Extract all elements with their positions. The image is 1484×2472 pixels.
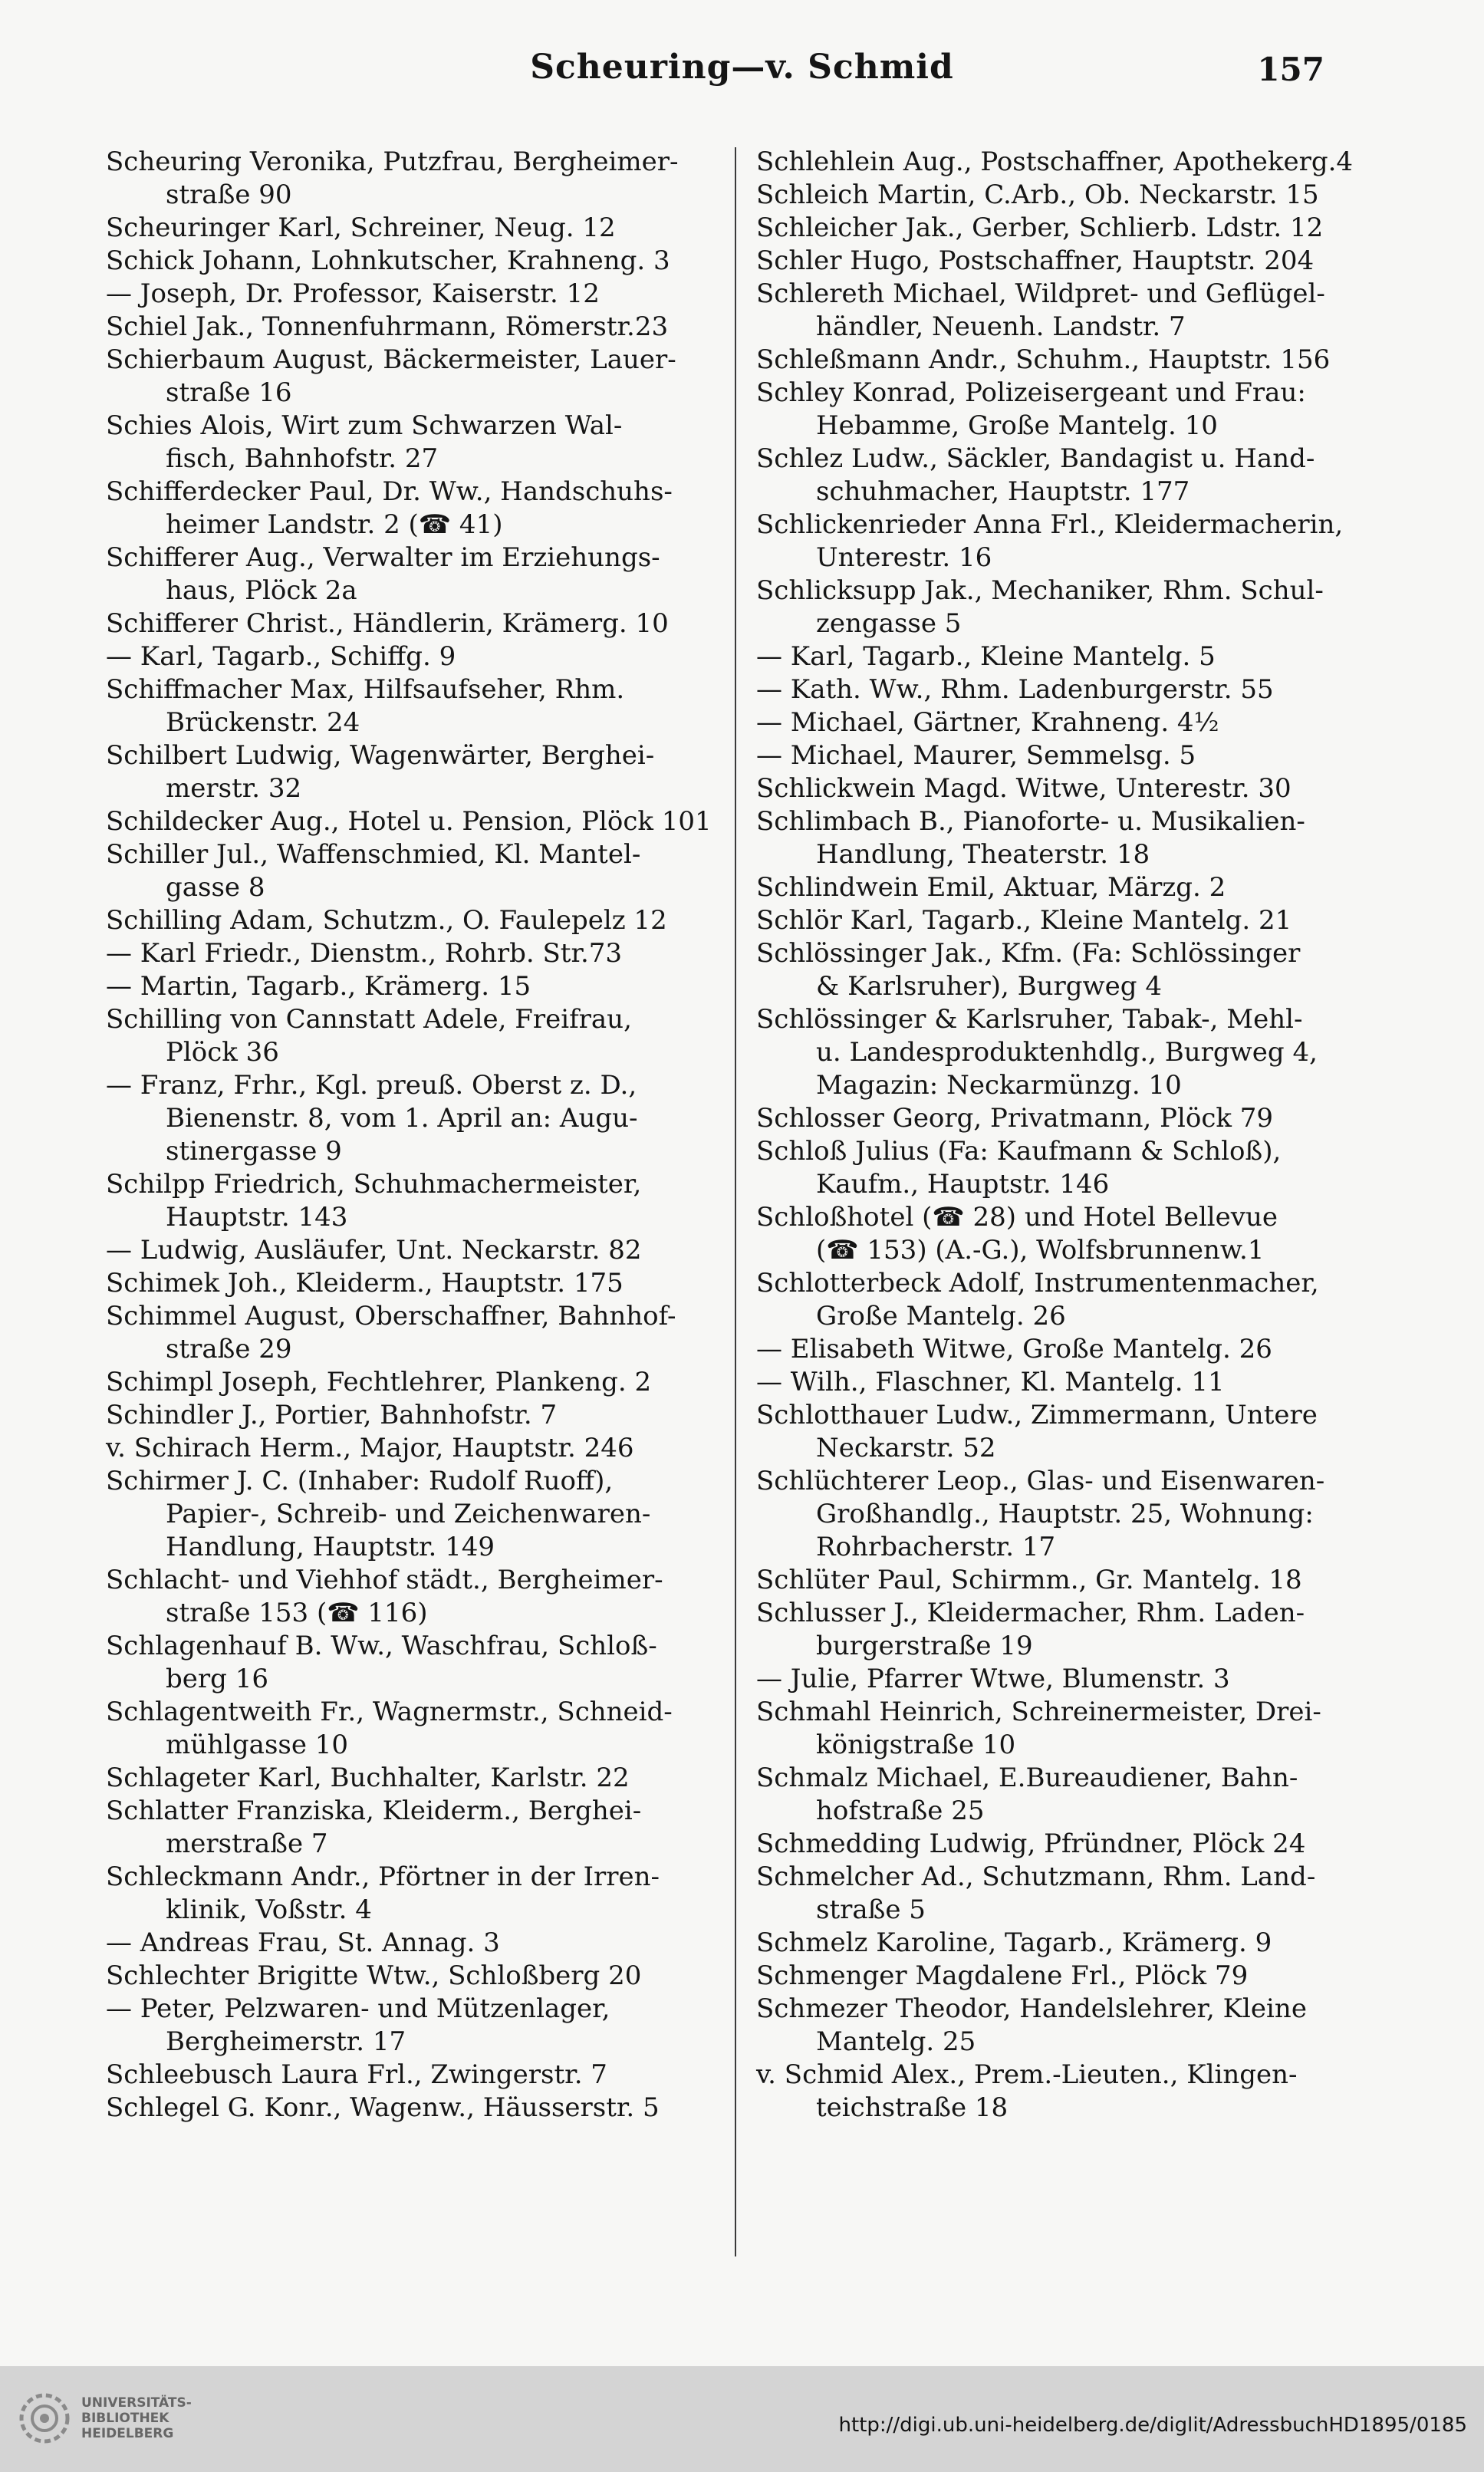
entry-continuation: haus, Plöck 2a [166, 575, 357, 606]
entry-line: Schierbaum August, Bäckermeister, Lauer- [106, 344, 676, 375]
entry-continuation: königstraße 10 [816, 1730, 1016, 1760]
entry-line: Schlageter Karl, Buchhalter, Karlstr. 22 [106, 1763, 630, 1793]
entry-line: Schleebusch Laura Frl., Zwingerstr. 7 [106, 2059, 607, 2090]
directory-entry [756, 1762, 1370, 1828]
directory-entry [106, 1861, 736, 1927]
entry-line: — Wilh., Flaschner, Kl. Mantelg. 11 [756, 1367, 1225, 1397]
entry-continuation: Bienenstr. 8, vom 1. April an: Augu- [166, 1103, 638, 1134]
directory-entry [756, 1267, 1370, 1333]
directory-entry [106, 607, 736, 640]
entry-line: Schimpl Joseph, Fechtlehrer, Plankeng. 2 [106, 1367, 652, 1397]
right-column [756, 146, 1370, 2125]
directory-entry [756, 1927, 1370, 1960]
entry-line: Schlez Ludw., Säckler, Bandagist u. Hand- [756, 443, 1315, 474]
entry-continuation: Unterestr. 16 [816, 542, 992, 573]
entry-continuation: Hauptstr. 143 [166, 1202, 348, 1233]
directory-entry [756, 673, 1370, 706]
directory-entry [106, 2092, 736, 2125]
directory-entry [106, 1366, 736, 1399]
entry-line: Schlechter Brigitte Wtw., Schloßberg 20 [106, 1960, 642, 1991]
directory-entry [756, 509, 1370, 574]
directory-entry [756, 344, 1370, 377]
entry-line: Schiller Jul., Waffenschmied, Kl. Mantel- [106, 839, 641, 870]
entry-line: Schlusser J., Kleidermacher, Rhm. Laden- [756, 1598, 1305, 1628]
entry-line: Scheuring Veronika, Putzfrau, Bergheimer- [106, 146, 679, 177]
directory-entry [106, 1069, 736, 1168]
directory-entry [756, 377, 1370, 443]
directory-entry [756, 1135, 1370, 1201]
entry-continuation: Magazin: Neckarmünzg. 10 [816, 1070, 1182, 1101]
entry-continuation: straße 29 [166, 1334, 292, 1364]
directory-entry [106, 838, 736, 904]
entry-continuation: mühlgasse 10 [166, 1730, 349, 1760]
left-column [106, 146, 736, 2125]
entry-line: Schley Konrad, Polizeisergeant und Frau: [756, 377, 1306, 408]
entry-continuation: Neckarstr. 52 [816, 1433, 996, 1463]
entry-line: Schick Johann, Lohnkutscher, Krahneng. 3 [106, 245, 670, 276]
directory-entry [106, 1960, 736, 1993]
entry-line: Schifferer Aug., Verwalter im Erziehungs- [106, 542, 660, 573]
directory-entry [106, 1168, 736, 1234]
directory-entry [106, 1234, 736, 1267]
source-url-link[interactable]: http://digi.ub.uni-heidelberg.de/diglit/AdressbuchHD1895/0185 [838, 2414, 1467, 2437]
directory-entry [756, 179, 1370, 212]
entry-line: Schlehlein Aug., Postschaffner, Apothekerg.4 [756, 146, 1354, 177]
entry-continuation: gasse 8 [166, 872, 265, 903]
directory-entry [106, 278, 736, 311]
entry-continuation: merstr. 32 [166, 773, 302, 804]
directory-entry [756, 772, 1370, 805]
entry-line: Scheuringer Karl, Schreiner, Neug. 12 [106, 212, 616, 243]
entry-line: — Kath. Ww., Rhm. Ladenburgerstr. 55 [756, 674, 1274, 705]
entry-line: Schlereth Michael, Wildpret- und Geflügel- [756, 278, 1325, 309]
entry-line: v. Schirach Herm., Major, Hauptstr. 246 [106, 1433, 634, 1463]
entry-continuation: Brückenstr. 24 [166, 707, 360, 738]
entry-line: — Michael, Gärtner, Krahneng. 4½ [756, 707, 1219, 738]
directory-entry [756, 739, 1370, 772]
entry-line: Schlüchterer Leop., Glas- und Eisenwaren- [756, 1466, 1325, 1496]
entry-line: Schlössinger Jak., Kfm. (Fa: Schlössinger [756, 938, 1301, 969]
entry-line: Schmedding Ludwig, Pfründner, Plöck 24 [756, 1828, 1306, 1859]
entry-line: — Peter, Pelzwaren- und Mützenlager, [106, 1993, 610, 2024]
directory-entry [756, 1597, 1370, 1663]
entry-continuation: klinik, Voßstr. 4 [166, 1894, 372, 1925]
running-title: Scheuring—v. Schmid [530, 48, 954, 87]
directory-entry [756, 640, 1370, 673]
directory-entry [106, 805, 736, 838]
entry-continuation: straße 90 [166, 179, 292, 210]
entry-continuation: Bergheimerstr. 17 [166, 2026, 406, 2057]
directory-entry [106, 476, 736, 541]
directory-entry [106, 673, 736, 739]
entry-line: — Joseph, Dr. Professor, Kaiserstr. 12 [106, 278, 600, 309]
directory-entry [106, 1564, 736, 1630]
entry-line: Schloß Julius (Fa: Kaufmann & Schloß), [756, 1136, 1282, 1167]
entry-line: Schmelcher Ad., Schutzmann, Rhm. Land- [756, 1861, 1316, 1892]
directory-entry [756, 1960, 1370, 1993]
entry-line: Schies Alois, Wirt zum Schwarzen Wal- [106, 410, 623, 441]
directory-entry [756, 443, 1370, 509]
entry-line: Schlör Karl, Tagarb., Kleine Mantelg. 21 [756, 905, 1292, 936]
directory-entry [756, 1663, 1370, 1696]
library-name [81, 2395, 192, 2441]
directory-entry [106, 1993, 736, 2059]
directory-entry [106, 640, 736, 673]
entry-line: Schilbert Ludwig, Wagenwärter, Berghei- [106, 740, 655, 771]
entry-line: Schifferer Christ., Händlerin, Krämerg. 10 [106, 608, 669, 639]
entry-line: Schler Hugo, Postschaffner, Hauptstr. 204 [756, 245, 1315, 276]
entry-continuation: händler, Neuenh. Landstr. 7 [816, 311, 1186, 342]
library-logo-icon [17, 2391, 72, 2446]
entry-line: — Martin, Tagarb., Krämerg. 15 [106, 971, 531, 1002]
directory-entry [106, 1630, 736, 1696]
directory-entry [756, 278, 1370, 344]
directory-entry [106, 1795, 736, 1861]
entry-line: Schlimbach B., Pianoforte- u. Musikalien- [756, 806, 1305, 837]
entry-line: Schlotthauer Ludw., Zimmermann, Untere [756, 1400, 1318, 1430]
directory-entry [106, 2059, 736, 2092]
entry-line: — Michael, Maurer, Semmelsg. 5 [756, 740, 1196, 771]
directory-entry [106, 1003, 736, 1069]
entry-line: v. Schmid Alex., Prem.-Lieuten., Klingen- [756, 2059, 1298, 2090]
entry-continuation: stinergasse 9 [166, 1136, 342, 1167]
entry-line: — Julie, Pfarrer Wtwe, Blumenstr. 3 [756, 1664, 1230, 1694]
directory-entry [106, 1432, 736, 1465]
directory-entry [756, 245, 1370, 278]
entry-continuation: burgerstraße 19 [816, 1631, 1033, 1661]
entry-continuation: & Karlsruher), Burgweg 4 [816, 971, 1162, 1002]
entry-line: Schlacht- und Viehhof städt., Bergheimer- [106, 1565, 663, 1595]
entry-continuation: straße 16 [166, 377, 292, 408]
entry-line: Schilpp Friedrich, Schuhmachermeister, [106, 1169, 642, 1200]
directory-entry [756, 1201, 1370, 1267]
entry-line: — Andreas Frau, St. Annag. 3 [106, 1927, 500, 1958]
entry-line: Schleßmann Andr., Schuhm., Hauptstr. 156 [756, 344, 1331, 375]
entry-continuation: Rohrbacherstr. 17 [816, 1532, 1056, 1562]
directory-entry [756, 146, 1370, 179]
directory-entry [106, 344, 736, 410]
directory-entry [106, 937, 736, 970]
entry-continuation: zengasse 5 [816, 608, 962, 639]
page-header [0, 48, 1484, 109]
entry-continuation: Große Mantelg. 26 [816, 1301, 1066, 1331]
directory-entry [756, 574, 1370, 640]
directory-entry [106, 311, 736, 344]
entry-continuation: Papier-, Schreib- und Zeichenwaren- [166, 1499, 651, 1529]
directory-entry [756, 1399, 1370, 1465]
directory-entry [756, 1861, 1370, 1927]
entry-continuation: straße 153 (☎ 116) [166, 1598, 428, 1628]
entry-line: Schlagentweith Fr., Wagnermstr., Schneid- [106, 1697, 673, 1727]
entry-continuation: Handlung, Hauptstr. 149 [166, 1532, 495, 1562]
entry-line: — Ludwig, Ausläufer, Unt. Neckarstr. 82 [106, 1235, 642, 1266]
entry-continuation: merstraße 7 [166, 1828, 328, 1859]
directory-entry [756, 1564, 1370, 1597]
entry-continuation: berg 16 [166, 1664, 268, 1694]
directory-entry [106, 212, 736, 245]
directory-entry [756, 1828, 1370, 1861]
directory-entry [756, 1333, 1370, 1366]
directory-entry [106, 1399, 736, 1432]
entry-line: Schlindwein Emil, Aktuar, Märzg. 2 [756, 872, 1226, 903]
directory-entry [106, 146, 736, 212]
directory-entry [106, 410, 736, 476]
directory-entry [756, 706, 1370, 739]
entry-line: Schirmer J. C. (Inhaber: Rudolf Ruoff), [106, 1466, 614, 1496]
directory-entry [106, 1927, 736, 1960]
directory-entry [756, 1003, 1370, 1102]
library-name-line: BIBLIOTHEK [81, 2411, 169, 2426]
directory-entry [106, 1300, 736, 1366]
entry-continuation: Großhandlg., Hauptstr. 25, Wohnung: [816, 1499, 1314, 1529]
entry-line: Schloßhotel (☎ 28) und Hotel Bellevue [756, 1202, 1278, 1233]
entry-continuation: Hebamme, Große Mantelg. 10 [816, 410, 1218, 441]
entry-line: Schlössinger & Karlsruher, Tabak-, Mehl- [756, 1004, 1303, 1035]
entry-continuation: straße 5 [816, 1894, 926, 1925]
entry-continuation: Mantelg. 25 [816, 2026, 976, 2057]
entry-line: Schmahl Heinrich, Schreinermeister, Drei- [756, 1697, 1321, 1727]
entry-line: — Elisabeth Witwe, Große Mantelg. 26 [756, 1334, 1272, 1364]
entry-line: — Franz, Frhr., Kgl. preuß. Oberst z. D., [106, 1070, 637, 1101]
entry-line: Schlickenrieder Anna Frl., Kleidermacherin, [756, 509, 1344, 540]
entry-line: Schmezer Theodor, Handelslehrer, Kleine [756, 1993, 1307, 2024]
directory-entry [756, 1102, 1370, 1135]
entry-line: Schilling von Cannstatt Adele, Freifrau, [106, 1004, 632, 1035]
entry-line: Schleckmann Andr., Pförtner in der Irren- [106, 1861, 660, 1892]
entry-line: Schlosser Georg, Privatmann, Plöck 79 [756, 1103, 1274, 1134]
footer-bar [0, 2366, 1484, 2472]
entry-line: Schimmel August, Oberschaffner, Bahnhof- [106, 1301, 676, 1331]
entry-line: Schmenger Magdalene Frl., Plöck 79 [756, 1960, 1249, 1991]
directory-entry [106, 1465, 736, 1564]
entry-line: Schmalz Michael, E.Bureaudiener, Bahn- [756, 1763, 1298, 1793]
entry-line: Schimek Joh., Kleiderm., Hauptstr. 175 [106, 1268, 624, 1299]
directory-entry [756, 904, 1370, 937]
directory-entry [106, 970, 736, 1003]
column-divider [735, 147, 736, 2256]
entry-line: Schlegel G. Konr., Wagenw., Häusserstr. 5 [106, 2092, 660, 2123]
entry-continuation: u. Landesproduktenhdlg., Burgweg 4, [816, 1037, 1318, 1068]
entry-line: Schleich Martin, C.Arb., Ob. Neckarstr. 15 [756, 179, 1319, 210]
entry-line: — Karl, Tagarb., Kleine Mantelg. 5 [756, 641, 1216, 672]
directory-entry [106, 904, 736, 937]
entry-line: Schiffmacher Max, Hilfsaufseher, Rhm. [106, 674, 625, 705]
directory-entry [106, 1696, 736, 1762]
entry-continuation: Plöck 36 [166, 1037, 279, 1068]
directory-entry [756, 805, 1370, 871]
entry-line: — Karl, Tagarb., Schiffg. 9 [106, 641, 456, 672]
entry-continuation: (☎ 153) (A.-G.), Wolfsbrunnenw.1 [816, 1235, 1265, 1266]
entry-line: Schlickwein Magd. Witwe, Unterestr. 30 [756, 773, 1292, 804]
entry-line: Schindler J., Portier, Bahnhofstr. 7 [106, 1400, 558, 1430]
directory-entry [106, 1762, 736, 1795]
directory-entry [756, 1366, 1370, 1399]
directory-entry [756, 871, 1370, 904]
directory-entry [106, 245, 736, 278]
entry-line: Schlagenhauf B. Ww., Waschfrau, Schloß- [106, 1631, 657, 1661]
entry-line: Schifferdecker Paul, Dr. Ww., Handschuhs- [106, 476, 673, 507]
entry-line: Schiel Jak., Tonnenfuhrmann, Römerstr.23 [106, 311, 669, 342]
entry-continuation: schuhmacher, Hauptstr. 177 [816, 476, 1190, 507]
library-name-line: UNIVERSITÄTS- [81, 2395, 192, 2411]
entry-continuation: teichstraße 18 [816, 2092, 1009, 2123]
directory-entry [756, 2059, 1370, 2125]
entry-line: Schlotterbeck Adolf, Instrumentenmacher, [756, 1268, 1319, 1299]
entry-line: Schlatter Franziska, Kleiderm., Berghei- [106, 1796, 642, 1826]
entry-continuation: fisch, Bahnhofstr. 27 [166, 443, 439, 474]
directory-entry [756, 212, 1370, 245]
directory-entry [756, 1993, 1370, 2059]
entry-line: Schleicher Jak., Gerber, Schlierb. Ldstr. 12 [756, 212, 1324, 243]
entry-line: Schmelz Karoline, Tagarb., Krämerg. 9 [756, 1927, 1272, 1958]
directory-entry [756, 937, 1370, 1003]
entry-line: Schlicksupp Jak., Mechaniker, Rhm. Schul- [756, 575, 1324, 606]
directory-entry [106, 1267, 736, 1300]
directory-entry [106, 541, 736, 607]
page-number: 157 [1257, 51, 1324, 88]
entry-continuation: hofstraße 25 [816, 1796, 985, 1826]
entry-continuation: Handlung, Theaterstr. 18 [816, 839, 1150, 870]
entry-line: — Karl Friedr., Dienstm., Rohrb. Str.73 [106, 938, 623, 969]
directory-entry [756, 1465, 1370, 1564]
entry-line: Schildecker Aug., Hotel u. Pension, Plöck 101 [106, 806, 712, 837]
entry-continuation: Kaufm., Hauptstr. 146 [816, 1169, 1110, 1200]
directory-entry [106, 739, 736, 805]
entry-continuation: heimer Landstr. 2 (☎ 41) [166, 509, 503, 540]
entry-line: Schilling Adam, Schutzm., O. Faulepelz 12 [106, 905, 667, 936]
directory-entry [756, 1696, 1370, 1762]
entry-line: Schlüter Paul, Schirmm., Gr. Mantelg. 18 [756, 1565, 1302, 1595]
library-name-line: HEIDELBERG [81, 2426, 174, 2441]
